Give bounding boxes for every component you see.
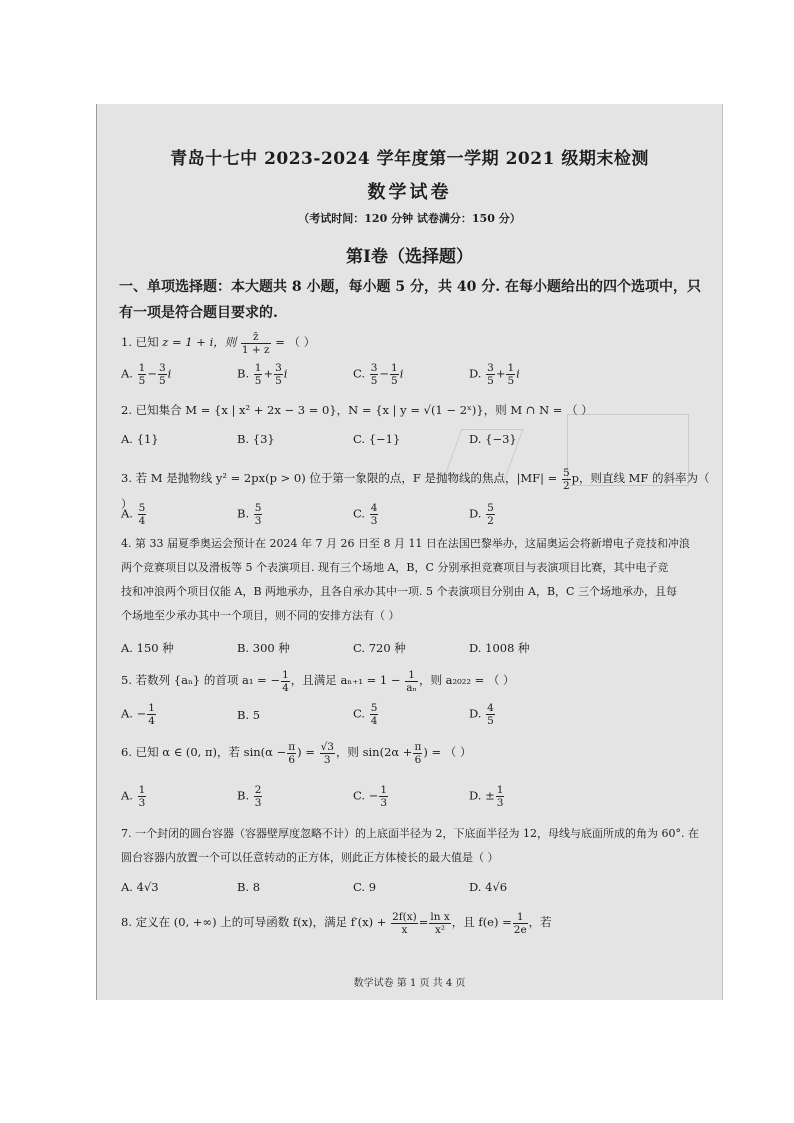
question-4-line1: 4. 第 33 届夏季奥运会预计在 2024 年 7 月 26 日至 8 月 11 日在法国巴黎举办，这届奥运会将新增电子竞技和冲浪 xyxy=(121,537,690,550)
q7-option-b[interactable]: B. 8 xyxy=(237,880,261,894)
q3-option-c[interactable]: C. $\frac{4}{3}$ xyxy=(353,502,378,527)
q1-lead: 1. 已知 xyxy=(121,335,159,349)
q5-options xyxy=(121,702,701,738)
q1-tail: = （ ） xyxy=(275,335,316,349)
q7-option-a[interactable]: A. 4√3 xyxy=(121,880,159,894)
q3-option-d[interactable]: D. $\frac{5}{2}$ xyxy=(469,502,494,527)
question-1 xyxy=(121,330,711,356)
q3-fraction: $\frac{5}{2}$ xyxy=(562,466,570,492)
q4-option-d[interactable]: D. 1008 种 xyxy=(469,641,530,655)
q5-option-a[interactable]: A. − $\frac{1}{4}$ xyxy=(121,702,155,727)
q6-option-d[interactable]: D. ± $\frac{1}{3}$ xyxy=(469,784,504,809)
q6-option-c[interactable]: C. − $\frac{1}{3}$ xyxy=(353,784,388,809)
question-6: 6. 已知 α ∈ (0, π)，若 sin(α − $\frac{\pi}{6}$ ) = $\frac{√3}{3}$ ，则 sin(2α + $\frac{\pi}{6}$ ) = （ ） xyxy=(121,740,472,766)
q6-option-b[interactable]: B. $\frac{2}{3}$ xyxy=(237,784,262,809)
q5-option-b[interactable]: B. 5 xyxy=(237,708,261,722)
question-4-line2: 两个竞赛项目以及滑板等 5 个表演项目. 现有三个场地 A，B，C 分别承担竞赛项目与表演项目比赛，其中电子竞 xyxy=(121,561,669,574)
q1-option-a[interactable]: A. $\frac{1}{5}$ − $\frac{3}{5}$ i xyxy=(121,362,172,387)
page-footer: 数学试卷 第 1 页 共 4 页 xyxy=(353,978,466,989)
q5-option-d[interactable]: D. $\frac{4}{5}$ xyxy=(469,702,494,727)
q4-option-b[interactable]: B. 300 种 xyxy=(237,641,290,655)
subject-title: 数学试卷 xyxy=(367,182,452,203)
q7-option-d[interactable]: D. 4√6 xyxy=(469,880,508,894)
q1-options xyxy=(121,362,701,398)
q1-option-b[interactable]: B. $\frac{1}{5}$ + $\frac{3}{5}$ i xyxy=(237,362,288,387)
q3-option-b[interactable]: B. $\frac{5}{3}$ xyxy=(237,502,262,527)
q2-option-c[interactable]: C. {−1} xyxy=(353,432,401,446)
question-4-line4: 个场地至少承办其中一个项目，则不同的安排方法有（ ） xyxy=(121,609,400,622)
q2-options xyxy=(121,432,701,468)
question-4-line3: 技和冲浪两个项目仅能 A，B 两地承办，且各自承办其中一项. 5 个表演项目分别由 A，B，C 三个场地承办，且每 xyxy=(121,585,677,598)
q1-option-c[interactable]: C. $\frac{3}{5}$ − $\frac{1}{5}$ i xyxy=(353,362,404,387)
question-5: 5. 若数列 {aₙ} 的首项 a₁ = − $\frac{1}{4}$ ，且满足 aₙ₊₁ = 1 − $\frac{1}{\text{aₙ}}$ ，则 a₂₀₂₂ = （ ） xyxy=(121,668,515,694)
exam-paper xyxy=(96,104,723,1000)
question-7-line1: 7. 一个封闭的圆台容器（容器壁厚度忽略不计）的上底面半径为 2，下底面半径为 12，母线与底面所成的角为 60°. 在 xyxy=(121,827,699,840)
question-3: 3. 若 M 是抛物线 y² = 2px(p > 0) 位于第一象限的点，F 是抛物线的焦点，|MF| = $\frac{5}{2}$ p，则直线 MF 的斜率为（ ） xyxy=(121,466,710,511)
q2-option-b[interactable]: B. {3} xyxy=(237,432,275,446)
q5-option-c[interactable]: C. $\frac{5}{4}$ xyxy=(353,702,378,727)
exam-title: 青岛十七中 2023-2024 学年度第一学期 2021 级期末检测 xyxy=(170,149,649,169)
section1-heading: 一、单项选择题：本大题共 8 小题，每小题 5 分，共 40 分. 在每小题给出的四个选项中，只有一项是符合题目要求的. xyxy=(119,279,701,321)
q1-fraction: $\frac{z̄}{1 + z}$ xyxy=(241,330,270,356)
q6-option-a[interactable]: A. $\frac{1}{3}$ xyxy=(121,784,146,809)
q6-options xyxy=(121,784,701,820)
q4-option-c[interactable]: C. 720 种 xyxy=(353,641,406,655)
q2-option-d[interactable]: D. {−3} xyxy=(469,432,517,446)
q3-option-a[interactable]: A. $\frac{5}{4}$ xyxy=(121,502,146,527)
question-7-line2: 圆台容器内放置一个可以任意转动的正方体，则此正方体棱长的最大值是（ ） xyxy=(121,851,499,864)
volume-title: 第Ⅰ卷（选择题） xyxy=(346,247,473,267)
q1-condition: z = 1 + i，则 xyxy=(162,335,237,349)
exam-info: （考试时间：120 分钟 试卷满分：150 分） xyxy=(298,212,521,225)
q7-option-c[interactable]: C. 9 xyxy=(353,880,377,894)
question-8: 8. 定义在 (0, +∞) 上的可导函数 f(x)，满足 f′(x) + $\frac{2f(x)}{x}$ = $\frac{\text{ln x}}{\text{x²}}$ ，且 f(e) = $\frac{1}{2e}$ ，若 xyxy=(121,910,552,936)
q4-option-a[interactable]: A. 150 种 xyxy=(121,641,174,655)
q1-option-d[interactable]: D. $\frac{3}{5}$ + $\frac{1}{5}$ i xyxy=(469,362,520,387)
question-2: 2. 已知集合 M = {x | x² + 2x − 3 = 0}，N = {x | y = √(1 − 2ˣ)}，则 M ∩ N = （ ） xyxy=(121,403,593,417)
q2-option-a[interactable]: A. {1} xyxy=(121,432,159,446)
